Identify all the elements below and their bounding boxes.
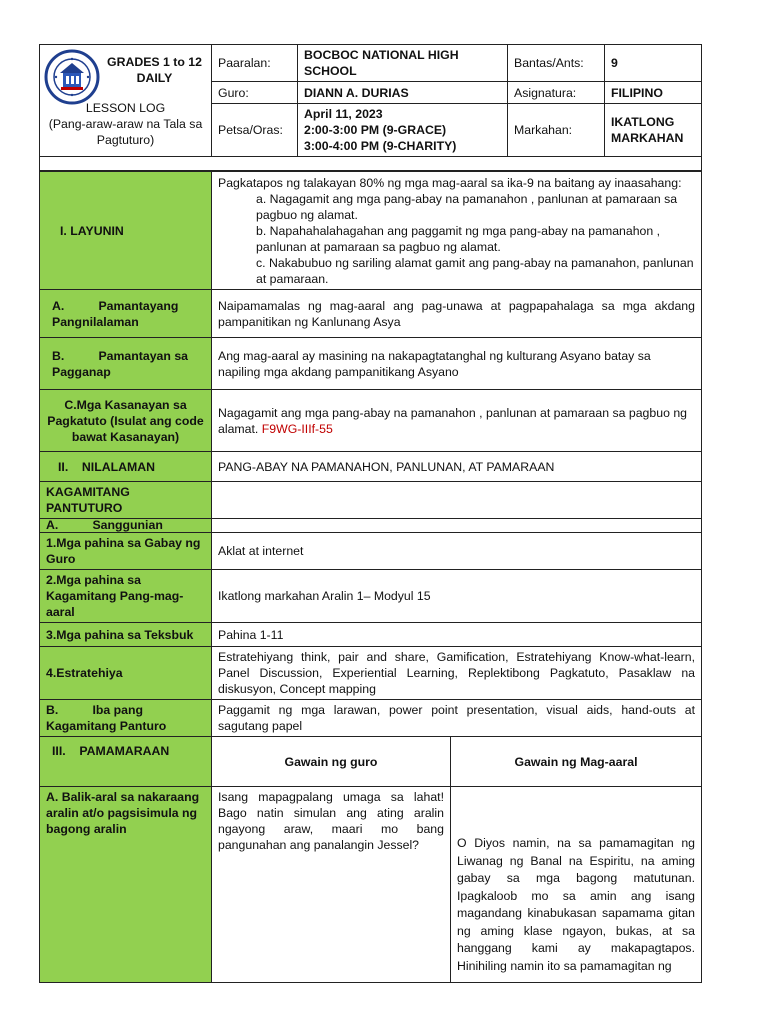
balik-magaaral: O Diyos namin, na sa pamamagitan ng Liwanag ng Banal na Espiritu, na aming gabay sa mga bagong matutunan. Ipagkaloob mo sa amin ang isang magandang kinabukasan sapamama gitan ng aming klase ngayon, bukas, at sa hanggang kami ay makapagtapos. Hinihiling namin ito sa pamamagitan ng xyxy=(451,787,702,983)
layunin-item-a: a. Nagagamit ang mga pang-abay na pamanahon , panlunan at pamaraan sa pagbuo ng alamat. xyxy=(256,191,678,222)
body-table xyxy=(39,171,702,983)
pamantayang-value: Naipamamalas ng mag-aaral ang pag-unawa at pagpapahalaga sa mga akdang pampanitikan ng Kanlunang Asya xyxy=(212,290,702,338)
date-value xyxy=(298,104,508,157)
pagganap-label: B. Pamantayan sa Pagganap xyxy=(40,338,212,390)
lesson-log-subtitle: (Pang-araw-araw na Tala sa Pagtuturo) xyxy=(48,116,203,147)
quarter-value: IKATLONG MARKAHAN xyxy=(605,104,702,157)
date-label: Petsa/Oras: xyxy=(212,104,298,157)
pagganap-value: Ang mag-aaral ay masining na nakapagtatanghal ng kulturang Asyano batay sa napiling mga akdang pampanitikang Asyano xyxy=(212,338,702,390)
header-table xyxy=(39,44,702,171)
pamamaraan-label: III. PAMAMARAAN xyxy=(40,737,212,787)
iba-label: B. Iba pang Kagamitang Panturo xyxy=(40,700,212,737)
school-value: BOCBOC NATIONAL HIGH SCHOOL xyxy=(298,45,508,82)
iba-value: Paggamit ng mga larawan, power point presentation, visual aids, hand-outs at sagutang papel xyxy=(212,700,702,737)
lesson-log-title: LESSON LOG xyxy=(85,100,166,115)
estratehiya-label: 4.Estratehiya xyxy=(40,647,212,700)
layunin-item-b: b. Napahahalahagahan ang paggamit ng mga pang-abay na pamanahon , panlunan at pamaraan sa pagbuo ng alamat. xyxy=(256,223,661,254)
nilalaman-label: II. NILALAMAN xyxy=(40,452,212,482)
level-value: 9 xyxy=(605,45,702,82)
sanggunian-value xyxy=(212,519,702,533)
spacer-row xyxy=(40,157,702,171)
level-label: Bantas/Ants: xyxy=(508,45,605,82)
kagamitan-value xyxy=(212,482,702,519)
kagamitan-label: KAGAMITANG PANTUTURO xyxy=(40,482,212,519)
teksbuk-label: 3.Mga pahina sa Teksbuk xyxy=(40,623,212,647)
deped-seal-icon xyxy=(44,49,100,105)
date-line-3: 3:00-4:00 PM (9-CHARITY) xyxy=(304,139,457,153)
kasanayan-label: C.Mga Kasanayan sa Pagkatuto (Isulat ang code bawat Kasanayan) xyxy=(40,390,212,452)
layunin-content xyxy=(212,172,702,290)
estratehiya-value: Estratehiyang think, pair and share, Gamification, Estratehiyang Know-what-learn, Panel Discussion, Experiential Learning, Replektibong Pagkatuto, Pasaklaw na diskusyon, Concept mapping xyxy=(212,647,702,700)
school-label: Paaralan: xyxy=(212,45,298,82)
header-title-cell xyxy=(40,45,212,157)
kasanayan-code: F9WG-IIIf-55 xyxy=(261,421,333,436)
quarter-label: Markahan: xyxy=(508,104,605,157)
subject-label: Asignatura: xyxy=(508,82,605,104)
gabay-value: Aklat at internet xyxy=(212,533,702,570)
nilalaman-value: PANG-ABAY NA PAMANAHON, PANLUNAN, AT PAMARAAN xyxy=(212,452,702,482)
date-line-2: 2:00-3:00 PM (9-GRACE) xyxy=(304,123,447,137)
subject-value: FILIPINO xyxy=(605,82,702,104)
pamantayang-label: A. Pamantayang Pangnilalaman xyxy=(40,290,212,338)
layunin-label: I. LAYUNIN xyxy=(40,172,212,290)
lesson-log-document xyxy=(39,44,701,983)
teksbuk-value: Pahina 1-11 xyxy=(212,623,702,647)
kagamitang-value: Ikatlong markahan Aralin 1– Modyul 15 xyxy=(212,570,702,623)
date-line-1: April 11, 2023 xyxy=(304,107,383,121)
teacher-label: Guro: xyxy=(212,82,298,104)
gabay-label: 1.Mga pahina sa Gabay ng Guro xyxy=(40,533,212,570)
layunin-item-c: c. Nakabubuo ng sariling alamat gamit ang pang-abay na pamanahon, panlunan at pamaraan. xyxy=(256,255,694,286)
balik-label: A. Balik-aral sa nakaraang aralin at/o pagsisimula ng bagong aralin xyxy=(40,787,212,983)
balik-guro: Isang mapagpalang umaga sa lahat! Bago natin simulan ang ating aralin ngayong araw, maari mo bang pangunahan ang panalangin Jessel? xyxy=(212,787,451,983)
layunin-intro: Pagkatapos ng talakayan 80% ng mga mag-aaral sa ika-9 na baitang ay inaasahang: xyxy=(218,175,682,190)
kagamitang-label: 2.Mga pahina sa Kagamitang Pang-mag-aaral xyxy=(40,570,212,623)
sanggunian-label: A. Sanggunian xyxy=(40,519,212,533)
magaaral-header: Gawain ng Mag-aaral xyxy=(451,737,702,787)
guro-header: Gawain ng guro xyxy=(212,737,451,787)
teacher-value: DIANN A. DURIAS xyxy=(298,82,508,104)
grade-line-2: DAILY xyxy=(136,70,173,85)
kasanayan-value: Nagagamit ang mga pang-abay na pamanahon , panlunan at pamaraan sa pagbuo ng alamat. F9WG-IIIf-55 xyxy=(212,390,702,452)
grade-line-1: GRADES 1 to 12 xyxy=(107,54,202,69)
